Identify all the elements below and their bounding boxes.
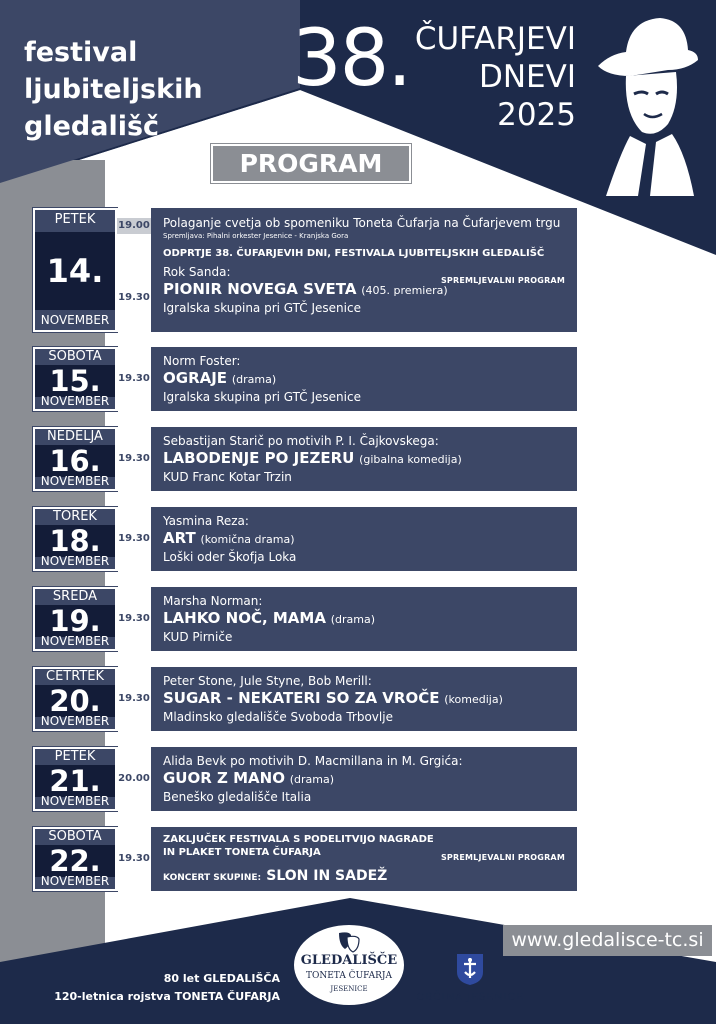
event-time: 19.30 [118, 292, 150, 303]
day-block-14 [33, 208, 577, 332]
play-genre: (komedija) [444, 693, 503, 706]
logo-line-3: JESENICE [330, 985, 368, 993]
day-block-18 [33, 507, 577, 571]
event-time: 19.30 [118, 533, 150, 544]
play-genre: (405. premiera) [361, 284, 448, 297]
festival-subtitle [24, 34, 244, 145]
play-title: OGRAJE [163, 369, 228, 387]
play-author: Alida Bevk po motivih D. Macmillana in M. Grgića: [163, 754, 463, 768]
side-program-note: SPREMLJEVALNI PROGRAM [440, 276, 565, 285]
play-title-line [163, 369, 567, 389]
month: NOVEMBER [40, 474, 110, 488]
festival-line-3: gledališč [24, 111, 160, 142]
year: 2025 [497, 97, 576, 133]
event-details [151, 347, 577, 411]
festival-name [396, 20, 576, 134]
month: NOVEMBER [40, 554, 110, 568]
day-block-21 [33, 747, 577, 811]
event-time: 19.30 [118, 453, 150, 464]
day-number: 14. [35, 232, 115, 310]
day-number: 22. [35, 845, 115, 877]
day-number: 20. [35, 685, 115, 717]
day-name: PETEK [54, 212, 96, 227]
play-author: Yasmina Reza: [163, 514, 249, 528]
logo-line-1: GLEDALIŠČE [300, 953, 398, 968]
side-program-note: SPREMLJEVALNI PROGRAM [440, 853, 565, 862]
theatre-group: Igralska skupina pri GTČ Jesenice [163, 301, 361, 315]
day-name: SOBOTA [48, 349, 102, 364]
website-link[interactable]: www.gledalisce-tc.si [503, 925, 712, 956]
anniversary-line-1: 80 let GLEDALIŠČA [163, 972, 280, 985]
play-genre: (komična drama) [200, 533, 295, 546]
theatre-group: Beneško gledališče Italia [163, 790, 312, 804]
play-author: Rok Sanda: [163, 265, 231, 279]
day-name: SREDA [52, 589, 98, 604]
play-title: LABODENJE PO JEZERU [163, 449, 355, 467]
date-panel [33, 587, 117, 651]
day-block-15 [33, 347, 577, 411]
play-title-line [163, 609, 567, 629]
event-time: 20.00 [118, 773, 150, 784]
play-author: Peter Stone, Jule Styne, Bob Merill: [163, 674, 372, 688]
play-author: Sebastijan Starič po motivih P. I. Čajkovskega: [163, 434, 439, 448]
play-genre: (gibalna komedija) [359, 453, 462, 466]
play-genre: (drama) [330, 613, 376, 626]
time-column [117, 507, 151, 571]
day-block-19 [33, 587, 577, 651]
event-details [151, 587, 577, 651]
play-title-line [163, 689, 567, 709]
event-time: 19.30 [118, 613, 150, 624]
date-panel [33, 427, 117, 491]
day-name: SOBOTA [48, 829, 102, 844]
opening-text: ODPRTJE 38. ČUFARJEVIH DNI, FESTIVALA LJUBITELJSKIH GLEDALIŠČ [163, 248, 545, 259]
date-panel [33, 347, 117, 411]
day-number: 15. [35, 365, 115, 397]
time-column [117, 827, 151, 891]
cufar-portrait-icon [590, 14, 700, 196]
day-number: 16. [35, 445, 115, 477]
play-title-line [163, 449, 567, 469]
theatre-group: Igralska skupina pri GTČ Jesenice [163, 390, 361, 404]
time-column [117, 587, 151, 651]
month: NOVEMBER [40, 634, 110, 648]
time-column [117, 747, 151, 811]
day-name: PETEK [54, 749, 96, 764]
day-name: TOREK [53, 509, 97, 524]
day-name: ČETRTEK [46, 669, 104, 684]
event-time: 19.30 [118, 373, 150, 384]
theatre-group: KUD Pirniče [163, 630, 233, 644]
day-number: 18. [35, 525, 115, 557]
theatre-group: Mladinsko gledališče Svoboda Trbovlje [163, 710, 393, 724]
theatre-group: Loški oder Škofja Loka [163, 550, 297, 564]
event-details [151, 427, 577, 491]
theatre-logo [292, 923, 406, 1007]
municipality-name: OBČINA JESENICE [416, 992, 524, 1003]
play-title: GUOR Z MANO [163, 769, 285, 787]
time-column [117, 347, 151, 411]
month: NOVEMBER [40, 714, 110, 728]
event-details [151, 747, 577, 811]
event-details [151, 667, 577, 731]
concert-name: SLON IN SADEŽ [266, 868, 388, 884]
closing-line-2: IN PLAKET TONETA ČUFARJA [163, 847, 321, 858]
concert-prefix: KONCERT SKUPINE: [163, 873, 262, 883]
anniversary-line-2: 120-letnica rojstva TONETA ČUFARJA [54, 990, 280, 1003]
edition-number: 38. [292, 14, 411, 104]
play-title: ART [163, 529, 196, 547]
event-time: 19.30 [118, 693, 150, 704]
ceremony-note: Spremljava: Pihalni orkester Jesenice - Kranjska Gora [163, 232, 349, 240]
play-title-line [163, 529, 567, 549]
event-time: 19.30 [118, 853, 150, 864]
festival-line-2: ljubiteljskih [24, 74, 203, 105]
play-title-line [163, 769, 567, 789]
play-author: Norm Foster: [163, 354, 241, 368]
month: NOVEMBER [40, 874, 110, 888]
theatre-group: KUD Franc Kotar Trzin [163, 470, 292, 484]
event-time: 19.00 [118, 220, 150, 231]
festival-line-1: festival [24, 37, 138, 68]
name-line-2: DNEVI [479, 59, 576, 95]
day-block-22 [33, 827, 577, 891]
event-details [151, 208, 577, 332]
month: NOVEMBER [40, 394, 110, 408]
closing-line-1: ZAKLJUČEK FESTIVALA S PODELITVIJO NAGRADE [163, 834, 434, 845]
day-block-20 [33, 667, 577, 731]
time-column [117, 667, 151, 731]
day-number: 19. [35, 605, 115, 637]
ceremony-text: Polaganje cvetja ob spomeniku Toneta Čufarja na Čufarjevem trgu [163, 216, 561, 230]
municipality-crest-icon [455, 952, 485, 986]
anniversary-text [30, 970, 280, 1006]
date-panel [33, 747, 117, 811]
day-block-16 [33, 427, 577, 491]
event-details [151, 507, 577, 571]
play-title: PIONIR NOVEGA SVETA [163, 280, 357, 298]
day-name: NEDELJA [47, 429, 103, 444]
date-panel [33, 667, 117, 731]
program-label: PROGRAM [211, 144, 411, 183]
play-genre: (drama) [289, 773, 335, 786]
logo-line-2: TONETA ČUFARJA [305, 971, 392, 981]
name-line-1: ČUFARJEVI [414, 21, 576, 57]
theatre-masks-icon [337, 931, 361, 953]
play-genre: (drama) [231, 373, 277, 386]
time-column [117, 208, 151, 332]
event-details [151, 827, 577, 891]
play-title: LAHKO NOČ, MAMA [163, 609, 326, 627]
day-number: 21. [35, 765, 115, 797]
date-panel [33, 507, 117, 571]
month: NOVEMBER [40, 313, 110, 327]
time-column [117, 427, 151, 491]
date-panel [33, 827, 117, 891]
month: NOVEMBER [40, 794, 110, 808]
play-title: SUGAR - NEKATERI SO ZA VROČE [163, 689, 440, 707]
play-author: Marsha Norman: [163, 594, 263, 608]
concert-line [163, 865, 567, 884]
date-panel [33, 208, 117, 332]
